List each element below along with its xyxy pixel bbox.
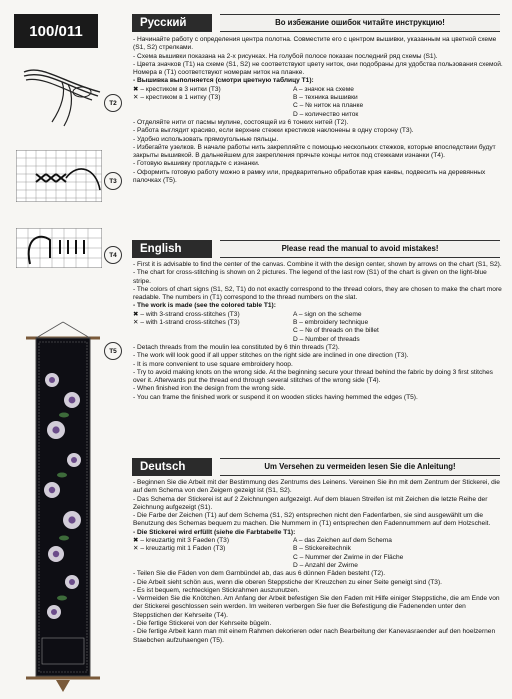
de-legend-right-1: A – das Zeichen auf dem Schema bbox=[293, 537, 392, 545]
de-paragraph-7: - Vermeiden Sie die Knötchen. Am Anfang der Arbeit befestigen Sie den Faden mit Hilfe einiger Steppstiche, die am Ende von der Stickerei geschlossen sein werden. Im weiteren verbergen Sie fuer die Befestigung die Fadenenden unter den Steppstichen der Kehrseite (T4). bbox=[133, 595, 500, 619]
ru-paragraph-5: - Работа выглядит красиво, если верхние стежки крестиков наклонены в одну сторону (T3). bbox=[133, 127, 414, 135]
ru-paragraph-3: - Цвета значков (T1) на схеме (S1, S2) не соответствуют цвету ниток, они подобраны для удобства пользования схемой. Номера в (T1) соответствуют номерам ниток на планке. bbox=[133, 60, 503, 77]
en-legend-left-2: ✕ – with 1-strand cross-stitches (T3) bbox=[133, 319, 240, 327]
english-header bbox=[132, 240, 500, 258]
russian-warning: Во избежание ошибок читайте инструкцию! bbox=[220, 14, 500, 32]
pansy-bellpull-icon bbox=[22, 320, 104, 694]
english-warning: Please read the manual to avoid mistakes! bbox=[220, 240, 500, 258]
de-paragraph-1: - Beginnen Sie die Arbeit mit der Bestimmung des Zentrums des Leinens. Vereinen Sie ihn mit dem Zentrum der Stickerei, die auf dem Schema von den Zeigern gezeigt ist (S1, S2). bbox=[133, 479, 500, 495]
ru-legend-left-1: ✖ – крестиком в 3 нитки (T3) bbox=[133, 85, 221, 93]
de-legend-right-3: C – Nummer der Zwirne in der Fläche bbox=[293, 553, 404, 561]
de-paragraph-9: - Die fertige Arbeit kann man mit einem Rahmen dekorieren oder nach Bearbeitung der Kanevasraender auf den hoelzernen Staebchen aufzuhaengen (T5). bbox=[133, 628, 496, 644]
de-legend-right-2: B – Stickereitechnik bbox=[293, 545, 351, 553]
en-legend-right-4: D – Number of threads bbox=[293, 335, 360, 343]
label-t4: T4 bbox=[104, 246, 122, 264]
label-t3: T3 bbox=[104, 172, 122, 190]
label-t2: T2 bbox=[104, 94, 122, 112]
deutsch-header bbox=[132, 458, 500, 476]
en-paragraph-8: - When finished iron the design from the wrong side. bbox=[133, 385, 286, 393]
en-legend-right-2: B – embroidery technique bbox=[293, 319, 369, 327]
deutsch-tab: Deutsch bbox=[132, 458, 212, 476]
ru-legend-right-2: B – техника вышивки bbox=[293, 94, 358, 102]
en-legend-right-1: A – sign on the scheme bbox=[293, 310, 362, 318]
de-paragraph-5: - Die Arbeit sieht schön aus, wenn die oberen Steppstiche der Kreuzchen zu einer Seite geneigt sind (T3). bbox=[133, 578, 442, 586]
en-paragraph-1: - First it is advisable to find the center of the canvas. Combine it with the design center, shown by arrows on the chart (S1, S2). bbox=[133, 261, 502, 268]
ru-legend-left-2: ✕ – крестиком в 1 нитку (T3) bbox=[133, 94, 221, 102]
english-tab: English bbox=[132, 240, 212, 258]
ru-legend-right-3: C – № ниток на планке bbox=[293, 102, 364, 110]
ru-paragraph-4: - Отделяйте нити от пасмы мулине, состоящей из 6 тонких нитей (T2). bbox=[133, 118, 349, 126]
en-paragraph-9: - You can frame the finished work or suspend it on wooden sticks having hemmed the edges (T5). bbox=[133, 393, 418, 401]
de-made-heading: - Die Stickerei wird erfüllt (siehe die Farbtabelle T1): bbox=[133, 528, 296, 536]
canvas-grid-icon bbox=[16, 150, 102, 202]
en-paragraph-6: - It is more convenient to use square embroidery hoop. bbox=[133, 360, 293, 368]
deutsch-instructions bbox=[133, 479, 503, 645]
ru-made-heading: - Вышивка выполняется (смотри цветную таблицу T1): bbox=[133, 77, 314, 85]
deutsch-warning: Um Versehen zu vermeiden lesen Sie die Anleitung! bbox=[220, 458, 500, 476]
de-paragraph-3: - Die Farbe der Zeichen (T1) auf dem Schema (S1, S2) entsprechen nicht den Fadenfarben, sie sind ausgewählt um die Benutzung des Schemas bequem zu machen. Die Nummern in (T1) entsprechen den Fadennummern auf dem Holzscheit. bbox=[133, 512, 491, 528]
en-paragraph-4: - Detach threads from the moulin lea constituted by 6 thin threads (T2). bbox=[133, 343, 340, 351]
thread-securing-illustration bbox=[16, 228, 102, 268]
en-paragraph-3: - The colors of chart signs (S1, S2, T1) do not exactly correspond to the thread colors, they are chosen to make the chart more readable. The numbers in (T1) correspond to the thread numbers on the slat. bbox=[133, 285, 502, 302]
en-paragraph-2: - The chart for cross-stitching is shown on 2 pictures. The legend of the last row (S1) of the chart is given on the light-blue stripe. bbox=[133, 269, 487, 285]
ru-paragraph-7: - Избегайте узелков. В начале работы нить закрепляйте с помощью нескольких стежков, которые впоследствии будут закрыты вышивкой. В дальнейшем для закрепления прячьте концы ниток под стежками изнанки (T4). bbox=[133, 143, 496, 160]
de-legend bbox=[133, 537, 503, 570]
ru-paragraph-1: - Начинайте работу с определения центра полотна. Совместите его с центром вышивки, указанным на цветной схеме (S1, S2) стрелками. bbox=[133, 36, 497, 52]
ru-paragraph-2: - Схема вышивки показана на 2-х рисунках. На голубой полосе показан последний ряд схемы (S1). bbox=[133, 52, 438, 60]
de-paragraph-8: - Die fertige Stickerei von der Kehrseite bügeln. bbox=[133, 620, 272, 628]
en-legend-right-3: C – № of threads on the billet bbox=[293, 327, 379, 335]
russian-tab: Русский bbox=[132, 14, 212, 32]
product-code: 100/011 bbox=[14, 14, 98, 48]
ru-paragraph-9: - Оформить готовую работу можно в рамку или, предварительно обработав края канвы, подвесить на деревянных палочках (T5). bbox=[133, 168, 486, 185]
de-legend-right-4: D – Anzahl der Zwirne bbox=[293, 561, 358, 569]
en-paragraph-5: - The work will look good if all upper stitches on the right side are inclined in one direction (T3). bbox=[133, 352, 409, 360]
ru-legend bbox=[133, 86, 503, 119]
de-legend-left-2: ✕ – kreuzartig mit 1 Faden (T3) bbox=[133, 545, 226, 553]
ru-legend-right-4: D – количество ниток bbox=[293, 110, 359, 118]
de-paragraph-6: - Es ist bequem, rechteckigen Stickrahmen auszunutzen. bbox=[133, 586, 300, 594]
russian-header bbox=[132, 14, 500, 32]
thread-icon bbox=[22, 62, 102, 128]
english-instructions bbox=[133, 261, 503, 402]
ru-legend-right-1: A – значок на схеме bbox=[293, 85, 354, 93]
ru-paragraph-8: - Готовую вышивку прогладьте с изнанки. bbox=[133, 160, 260, 168]
needle-thread-icon bbox=[16, 228, 102, 268]
cross-stitch-illustration bbox=[16, 150, 102, 202]
de-paragraph-2: - Das Schema der Stickerei ist auf 2 Zeichnungen aufgezeigt. Auf dem blauen Streifen ist mit Zeichen die letzte Reihe der Zeichnung aufgezeigt (S1). bbox=[133, 495, 488, 511]
en-legend-left-1: ✖ – with 3-strand cross-stitches (T3) bbox=[133, 310, 240, 318]
russian-instructions bbox=[133, 36, 503, 185]
de-paragraph-4: - Teilen Sie die Fäden von dem Garnbündel ab, das aus 6 dünnen Fäden besteht (T2). bbox=[133, 570, 386, 578]
ru-paragraph-6: - Удобно использовать прямоугольные пяльцы. bbox=[133, 135, 279, 143]
en-legend bbox=[133, 311, 503, 344]
en-paragraph-7: - Try to avoid making knots on the wrong side. At the beginning secure your thread behind the fabric by doing 3 first stitches over it. Afterwards put the thread end through several stitches of the wrong side (T4). bbox=[133, 368, 493, 385]
en-made-heading: - The work is made (see the colored table T1): bbox=[133, 302, 276, 310]
label-t5: T5 bbox=[104, 342, 122, 360]
de-legend-left-1: ✖ – kreuzartig mit 3 Faeden (T3) bbox=[133, 537, 230, 545]
finished-bellpull-image bbox=[22, 320, 104, 694]
thread-separation-illustration bbox=[22, 62, 102, 128]
